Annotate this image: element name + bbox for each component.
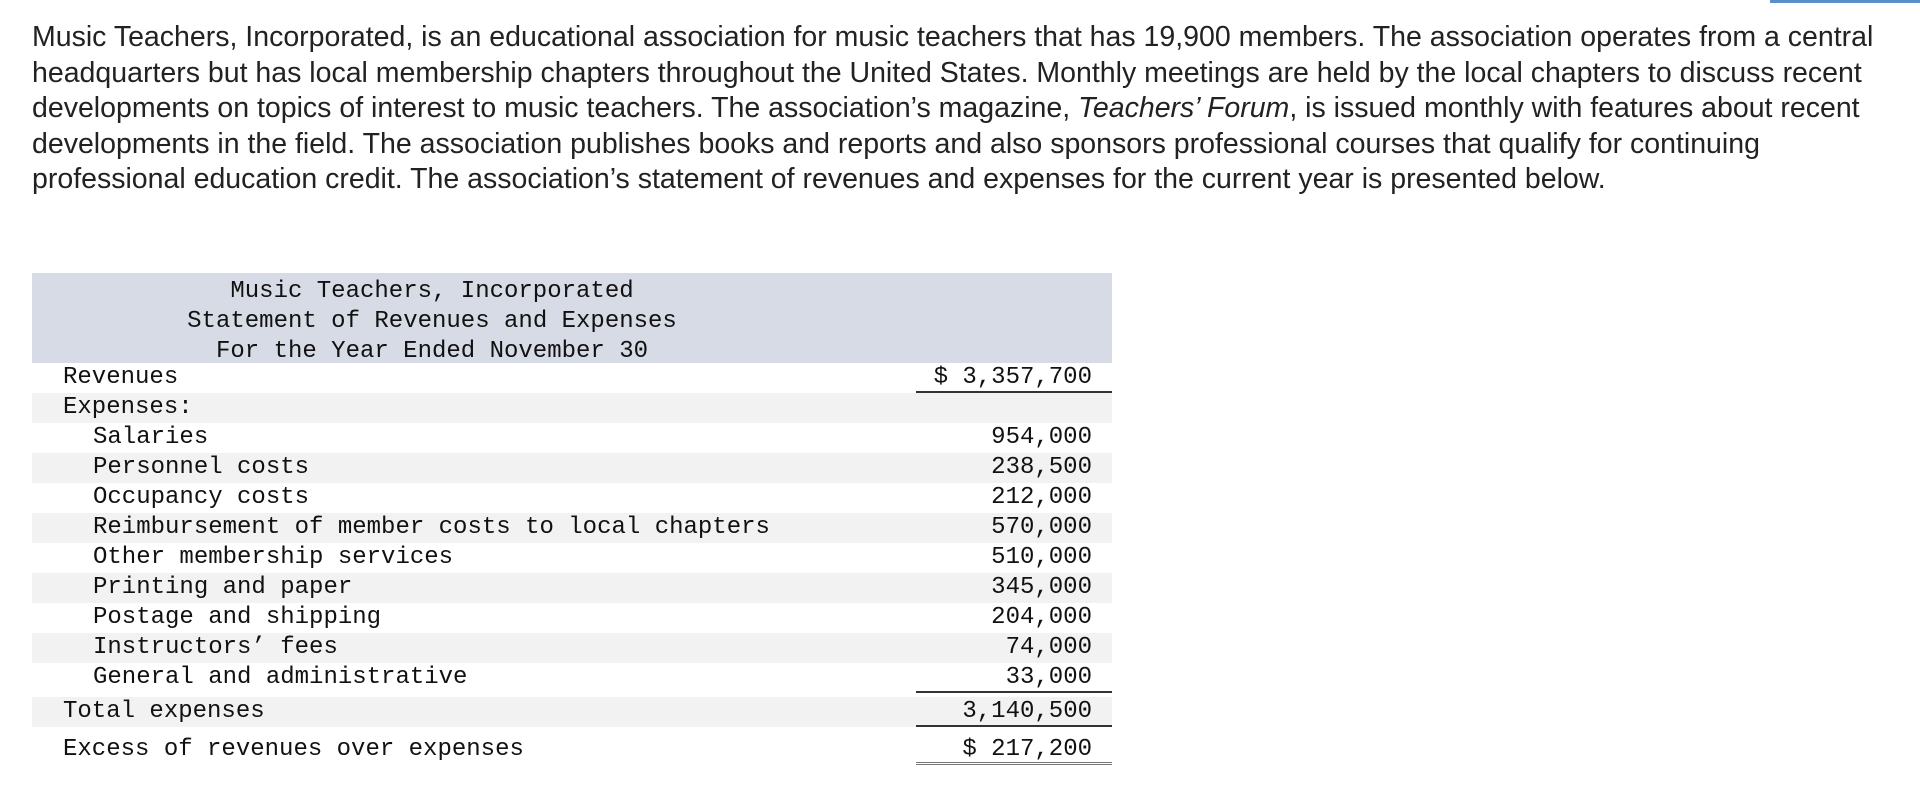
total-expenses-amount: 3,140,500 — [916, 697, 1112, 727]
expense-label: Occupancy costs — [93, 484, 310, 511]
expense-row — [32, 483, 1112, 513]
revenues-label: Revenues — [63, 364, 179, 391]
revenues-amount: $ 3,357,700 — [916, 363, 1112, 393]
total-expenses-row — [32, 697, 1112, 727]
expense-amount: 204,000 — [991, 604, 1092, 631]
top-accent-bar — [1770, 0, 1920, 3]
expense-label: Other membership services — [93, 544, 454, 571]
total-expenses-label: Total expenses — [63, 698, 265, 725]
excess-label: Excess of revenues over expenses — [63, 736, 524, 763]
expense-label: Reimbursement of member costs to local chapters — [93, 514, 770, 541]
expense-label: General and administrative — [93, 664, 468, 691]
financial-statement — [32, 273, 1112, 765]
expenses-label: Expenses: — [63, 394, 193, 421]
expense-row — [32, 573, 1112, 603]
expense-row — [32, 603, 1112, 633]
expense-row — [32, 543, 1112, 573]
expense-amount: 238,500 — [991, 454, 1092, 481]
expense-label: Printing and paper — [93, 574, 353, 601]
expense-label: Personnel costs — [93, 454, 310, 481]
magazine-title: Teachers’ Forum — [1078, 92, 1290, 124]
expense-label: Postage and shipping — [93, 604, 382, 631]
revenues-row — [32, 363, 1112, 393]
expense-label: Instructors’ fees — [93, 634, 338, 661]
expense-amount: 74,000 — [1005, 634, 1092, 661]
expense-row — [32, 423, 1112, 453]
expenses-header-row — [32, 393, 1112, 423]
expense-amount: 570,000 — [991, 514, 1092, 541]
intro-text-part-2: , is issued monthly with features about recent developments in the field. The association publishes books and reports and also sponsors professional courses that qualify for continuing professional education credit. The association’s statement of revenues and expenses for the current year is presented below. — [32, 92, 1860, 195]
expense-row — [32, 513, 1112, 543]
expense-amount: 510,000 — [991, 544, 1092, 571]
excess-row — [32, 735, 1112, 765]
expense-amount: 212,000 — [991, 484, 1092, 511]
statement-header — [32, 273, 1112, 363]
expense-row — [32, 633, 1112, 663]
statement-company-name: Music Teachers, Incorporated — [230, 278, 634, 305]
expense-row — [32, 663, 1112, 693]
statement-title: Statement of Revenues and Expenses — [187, 308, 677, 335]
expense-row — [32, 453, 1112, 483]
excess-amount: $ 217,200 — [916, 735, 1112, 765]
expense-label: Salaries — [93, 424, 209, 451]
intro-text-part-1: Music Teachers, Incorporated, is an educational association for music teachers that has 19,900 members. The association operates from a central headquarters but has local membership chapters throughout the United States. Monthly meetings are held by the local chapters to discuss recent developments on topics of interest to music teachers. The association’s magazine, — [32, 21, 1874, 124]
expense-amount: 954,000 — [991, 424, 1092, 451]
expense-amount: 345,000 — [991, 574, 1092, 601]
problem-intro-text — [32, 20, 1902, 198]
expense-amount: 33,000 — [916, 663, 1112, 693]
statement-period: For the Year Ended November 30 — [215, 338, 649, 365]
